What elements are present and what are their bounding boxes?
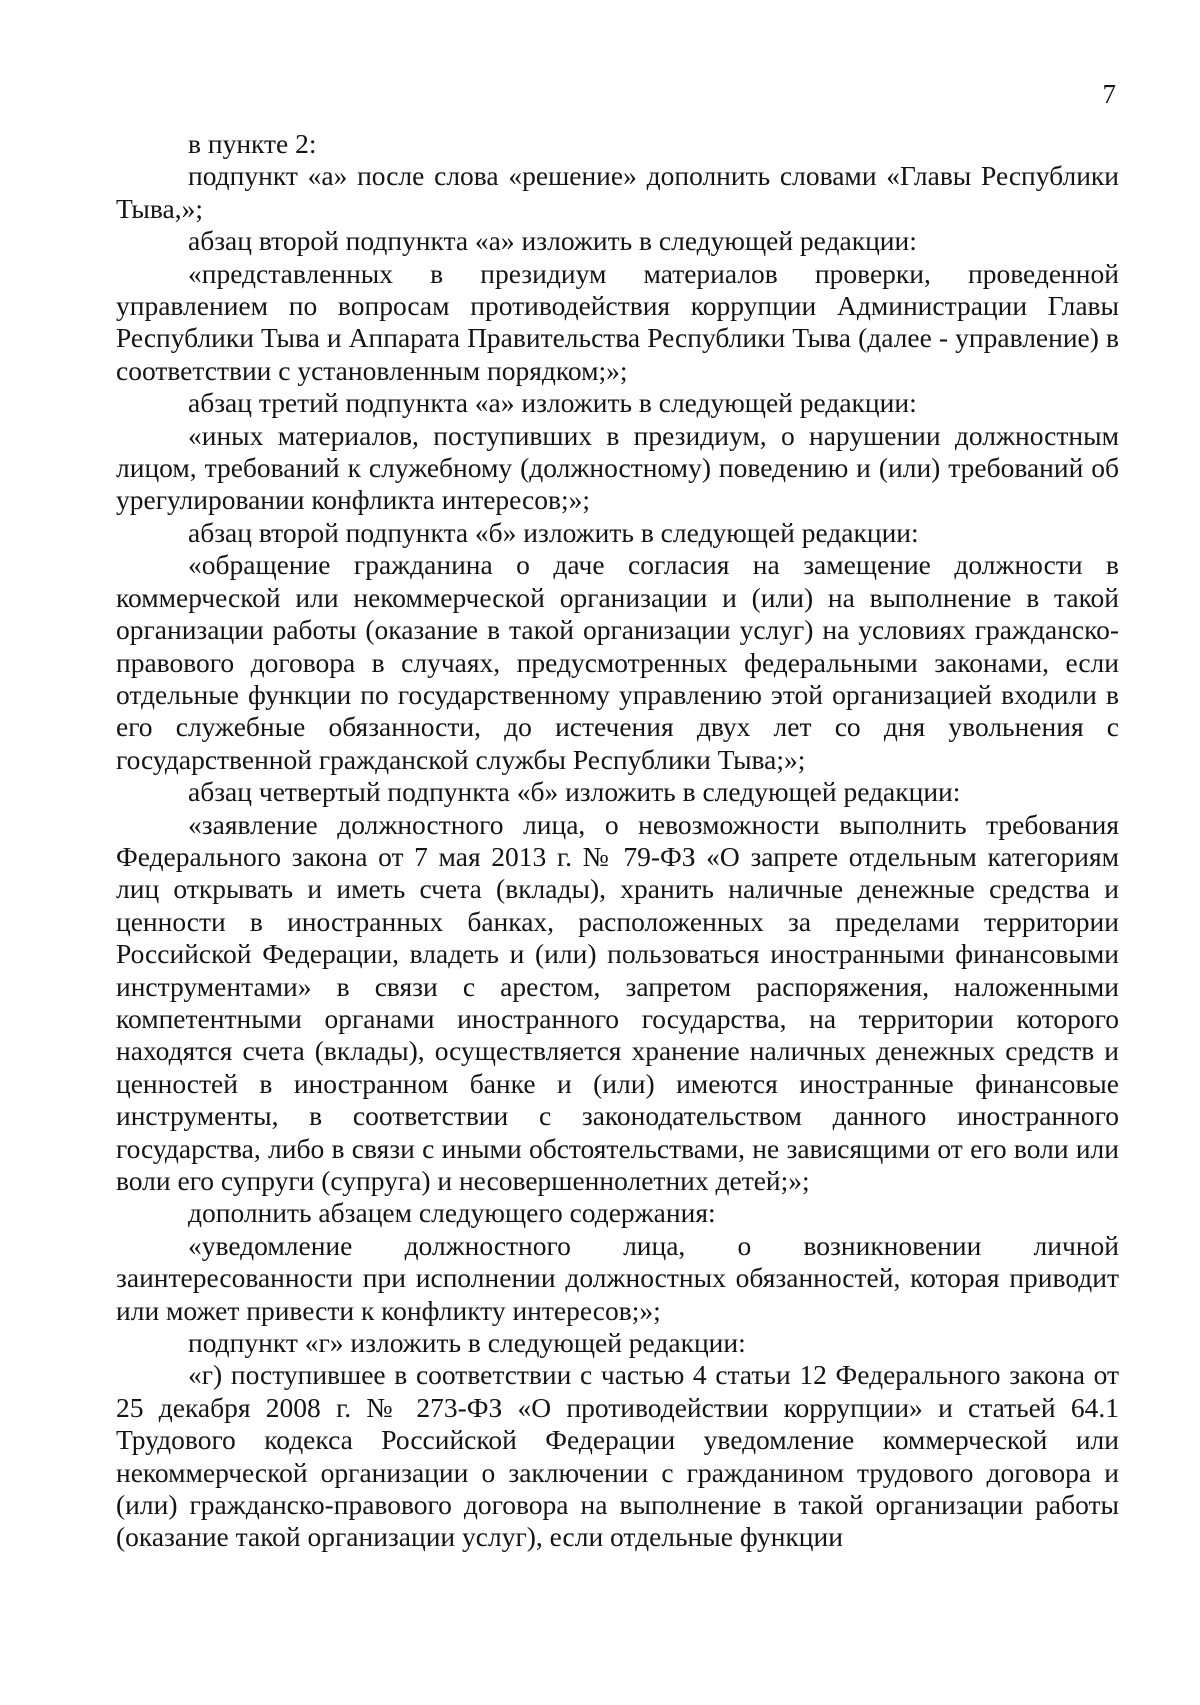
paragraph: в пункте 2: xyxy=(188,128,317,159)
paragraph: «представленных в президиум материалов проверки, проведенной управлением по вопросам противодействия коррупции Администрации Главы Республики Тыва и Аппарата Правительства Республики Тыва (далее - управление) в соответствии с установленным порядком;»; xyxy=(116,257,1119,386)
paragraph: «иных материалов, поступивших в президиум, о нарушении должностным лицом, требований к служебному (должностному) поведению и (или) требований об урегулировании конфликта интересов;»; xyxy=(116,419,1119,516)
document-body xyxy=(116,128,1119,1554)
paragraph: абзац четвертый подпункта «б» изложить в следующей редакции: xyxy=(188,776,961,808)
paragraph: «уведомление должностного лица, о возникновении личной заинтересованности при исполнении должностных обязанностей, которая приводит или может привести к конфликту интересов;»; xyxy=(116,1229,1119,1326)
paragraph: дополнить абзацем следующего содержания: xyxy=(188,1197,716,1229)
paragraph: подпункт «а» после слова «решение» дополнить словами «Главы Республики Тыва,»; xyxy=(116,160,1119,224)
paragraph: «г) поступившее в соответствии с частью 4 статьи 12 Федерального закона от 25 декабря 2008 г. № 273-ФЗ «О противодействии коррупции» и статьей 64.1 Трудового кодекса Российской Федерации уведомление коммерческой или некоммерческой организации о заключении с гражданином трудового договора и (или) гражданско-правового договора на выполнение в такой организации работы (оказание такой организации услуг), если отдельные функции xyxy=(116,1359,1119,1553)
paragraph: подпункт «г» изложить в следующей редакции: xyxy=(188,1327,746,1359)
page-number: 7 xyxy=(1102,79,1116,109)
paragraph: «заявление должностного лица, о невозможности выполнить требования Федерального закона от 7 мая 2013 г. № 79-ФЗ «О запрете отдельным категориям лиц открывать и иметь счета (вклады), хранить наличные денежные средства и ценности в иностранных банках, расположенных за пределами территории Российской Федерации, владеть и (или) пользоваться иностранными финансовыми инструментами» в связи с арестом, запретом распоряжения, наложенными компетентными органами иностранного государства, на территории которого находятся счета (вклады), осуществляется хранение наличных денежных средств и ценностей в иностранном банке и (или) имеются иностранные финансовые инструменты, в соответствии с законодательством данного иностранного государства, либо в связи с иными обстоятельствами, не зависящими от его воли или воли его супруги (супруга) и несовершеннолетних детей;»; xyxy=(116,808,1119,1196)
paragraph: абзац второй подпункта «б» изложить в следующей редакции: xyxy=(188,516,919,548)
paragraph: абзац второй подпункта «а» изложить в следующей редакции: xyxy=(188,225,917,257)
paragraph: абзац третий подпункта «а» изложить в следующей редакции: xyxy=(188,387,917,419)
paragraph: «обращение гражданина о даче согласия на замещение должности в коммерческой или некоммерческой организации и (или) на выполнение в такой организации работы (оказание в такой организации услуг) на условиях гражданско-правового договора в случаях, предусмотренных федеральными законами, если отдельные функции по государственному управлению этой организацией входили в его служебные обязанности, до истечения двух лет со дня увольнения с государственной гражданской службы Республики Тыва;»; xyxy=(116,549,1119,775)
